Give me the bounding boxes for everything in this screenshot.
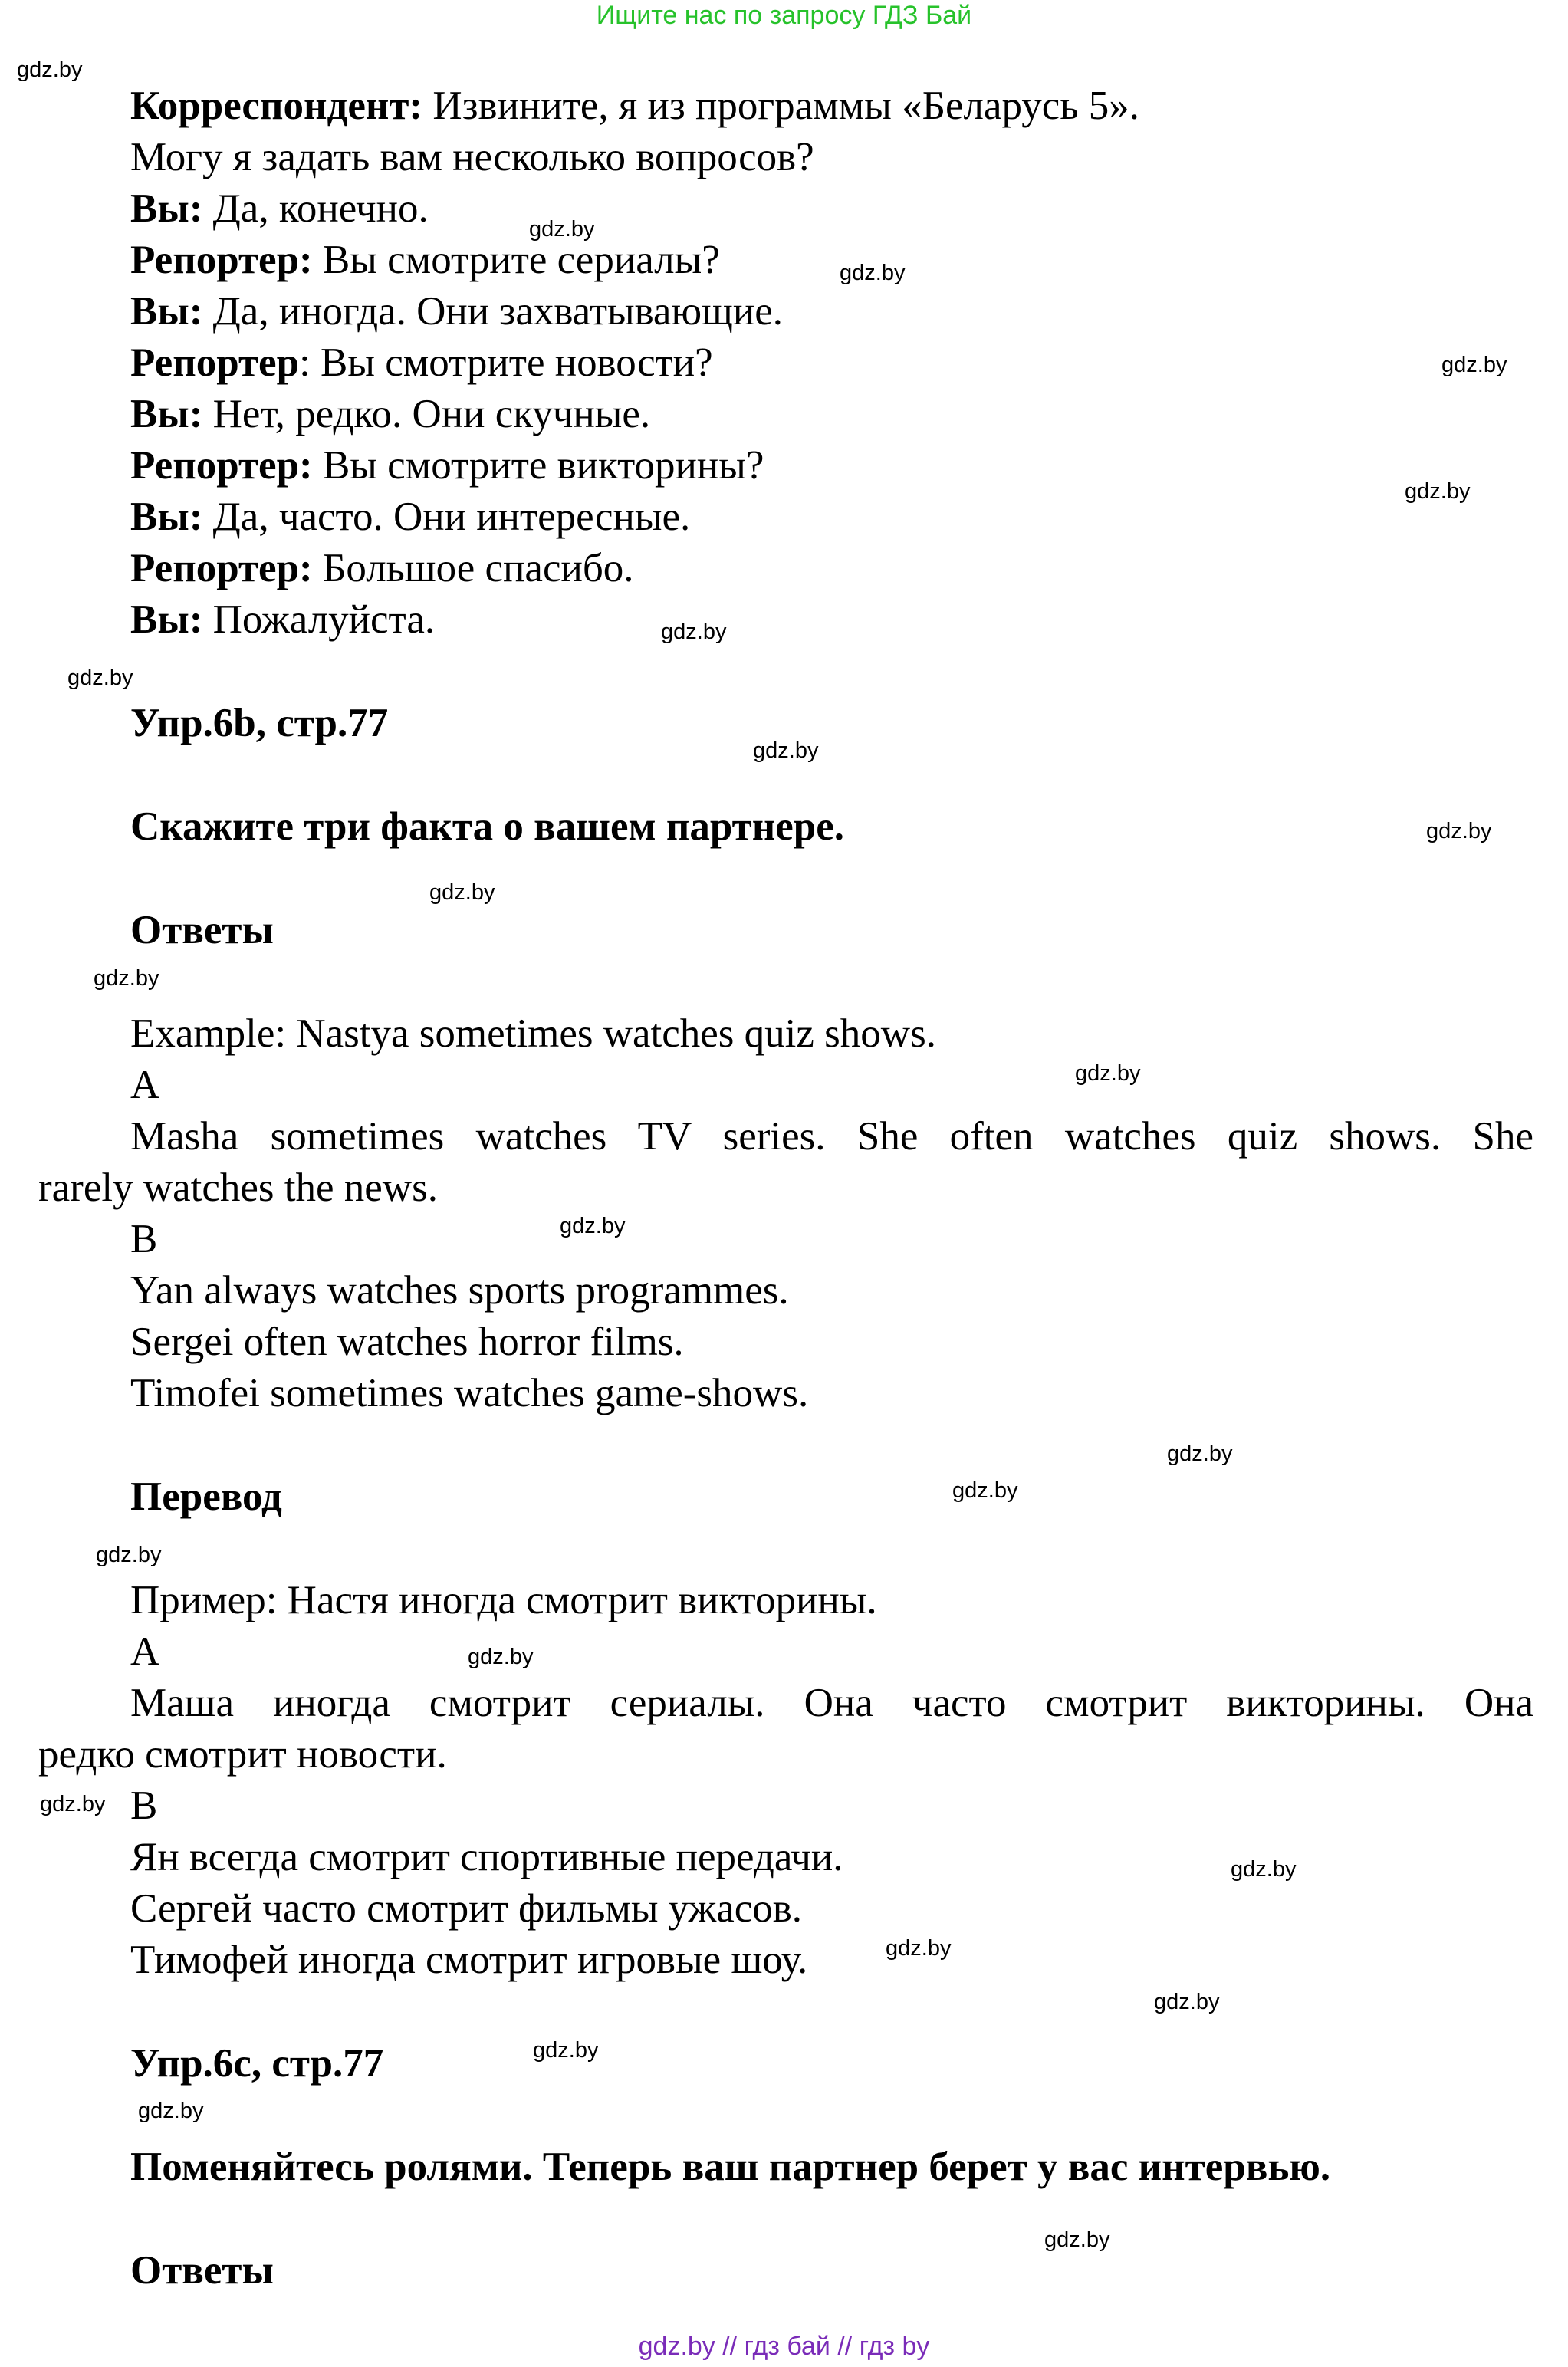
dialogue-text: Большое спасибо. <box>312 546 634 590</box>
dialogue-text: Вы смотрите сериалы? <box>312 238 720 282</box>
speaker: Вы: <box>130 495 203 539</box>
watermark: gdz.by <box>560 1214 626 1238</box>
dialogue-text: Да, иногда. Они захватывающие. <box>202 289 783 334</box>
watermark: gdz.by <box>1426 819 1492 843</box>
watermark: gdz.by <box>952 1478 1018 1503</box>
dialogue-line-7 <box>130 389 650 439</box>
dialogue-line-10 <box>130 543 634 593</box>
translation-b-line-2: Сергей часто смотрит фильмы ужасов. <box>130 1886 803 1931</box>
exercise-6c-title: Упр.6c, стр.77 <box>130 2041 384 2086</box>
watermark: gdz.by <box>468 1645 534 1669</box>
translation-b-line-1: Ян всегда смотрит спортивные передачи. <box>130 1835 843 1879</box>
translation-heading: Перевод <box>130 1474 282 1519</box>
exercise-6c-task: Поменяйтесь ролями. Теперь ваш партнер берет у вас интервью. <box>130 2145 1331 2189</box>
dialogue-line-9 <box>130 491 690 542</box>
watermark: gdz.by <box>17 58 83 82</box>
answers-heading: Ответы <box>130 908 274 952</box>
watermark: gdz.by <box>1154 1990 1220 2014</box>
watermark: gdz.by <box>1044 2227 1110 2252</box>
dialogue-text: Да, часто. Они интересные. <box>202 495 691 539</box>
answer-b-line-1: Yan always watches sports programmes. <box>130 1268 789 1313</box>
answer-b-line-3: Timofei sometimes watches game-shows. <box>130 1371 809 1415</box>
dialogue-line-3 <box>130 183 429 234</box>
dialogue-text: Могу я задать вам несколько вопросов? <box>130 135 814 179</box>
example-line: Example: Nastya sometimes watches quiz shows. <box>130 1011 936 1056</box>
dialogue-line-4 <box>130 235 720 285</box>
exercise-6b-title: Упр.6b, стр.77 <box>130 701 389 745</box>
speaker: Вы: <box>130 186 203 231</box>
watermark: gdz.by <box>1405 479 1471 504</box>
watermark: gdz.by <box>96 1543 162 1567</box>
speaker: Репортер: <box>130 238 313 282</box>
watermark: gdz.by <box>67 666 133 690</box>
answer-a-line-1: Masha sometimes watches TV series. She often watches quiz shows. She <box>130 1114 1533 1159</box>
speaker: Вы: <box>130 289 203 334</box>
top-banner[interactable]: Ищите нас по запросу ГДЗ Бай <box>596 1 972 30</box>
translation-label-b: B <box>130 1783 158 1828</box>
speaker: Вы: <box>130 597 203 642</box>
translation-a-line-1: Маша иногда смотрит сериалы. Она часто смотрит викторины. Она <box>130 1681 1533 1725</box>
bottom-banner[interactable]: gdz.by // гдз бай // гдз by <box>638 2332 930 2361</box>
answer-a-line-2: rarely watches the news. <box>38 1165 438 1210</box>
exercise-6c-answers-heading: Ответы <box>130 2248 274 2293</box>
watermark: gdz.by <box>1075 1061 1141 1086</box>
translation-example: Пример: Настя иногда смотрит викторины. <box>130 1578 877 1622</box>
translation-a-line-2: редко смотрит новости. <box>38 1732 447 1777</box>
speaker: Репортер: <box>130 546 313 590</box>
watermark: gdz.by <box>429 880 495 905</box>
watermark: gdz.by <box>529 217 595 242</box>
dialogue-text: Вы смотрите викторины? <box>312 443 764 488</box>
speaker: Репортер <box>130 340 300 385</box>
watermark: gdz.by <box>840 261 906 285</box>
answer-label-a: A <box>130 1063 160 1107</box>
speaker: Корреспондент: <box>130 84 423 128</box>
watermark: gdz.by <box>1167 1442 1233 1466</box>
dialogue-text: Нет, редко. Они скучные. <box>202 392 651 436</box>
translation-b-line-3: Тимофей иногда смотрит игровые шоу. <box>130 1938 808 1982</box>
watermark: gdz.by <box>1231 1857 1297 1882</box>
watermark: gdz.by <box>753 738 819 763</box>
watermark: gdz.by <box>94 966 159 991</box>
dialogue-line-6 <box>130 337 713 388</box>
watermark: gdz.by <box>138 2099 204 2123</box>
dialogue-line-5 <box>130 286 783 337</box>
watermark: gdz.by <box>1441 353 1507 377</box>
dialogue-line-2 <box>130 132 814 182</box>
watermark: gdz.by <box>533 2038 599 2063</box>
answer-b-line-2: Sergei often watches horror films. <box>130 1320 684 1364</box>
dialogue-text: : Вы смотрите новости? <box>299 340 713 385</box>
exercise-6b-task: Скажите три факта о вашем партнере. <box>130 804 845 849</box>
answer-label-b: B <box>130 1217 158 1261</box>
speaker: Вы: <box>130 392 203 436</box>
watermark: gdz.by <box>661 620 727 644</box>
dialogue-line-8 <box>130 440 764 491</box>
speaker: Репортер: <box>130 443 313 488</box>
dialogue-line-1 <box>130 81 1139 131</box>
watermark: gdz.by <box>886 1936 952 1961</box>
dialogue-text: Извините, я из программы «Беларусь 5». <box>422 84 1140 128</box>
watermark: gdz.by <box>40 1792 106 1816</box>
dialogue-line-11 <box>130 594 435 645</box>
dialogue-text: Да, конечно. <box>202 186 429 231</box>
dialogue-text: Пожалуйста. <box>202 597 436 642</box>
translation-label-a: A <box>130 1629 160 1674</box>
